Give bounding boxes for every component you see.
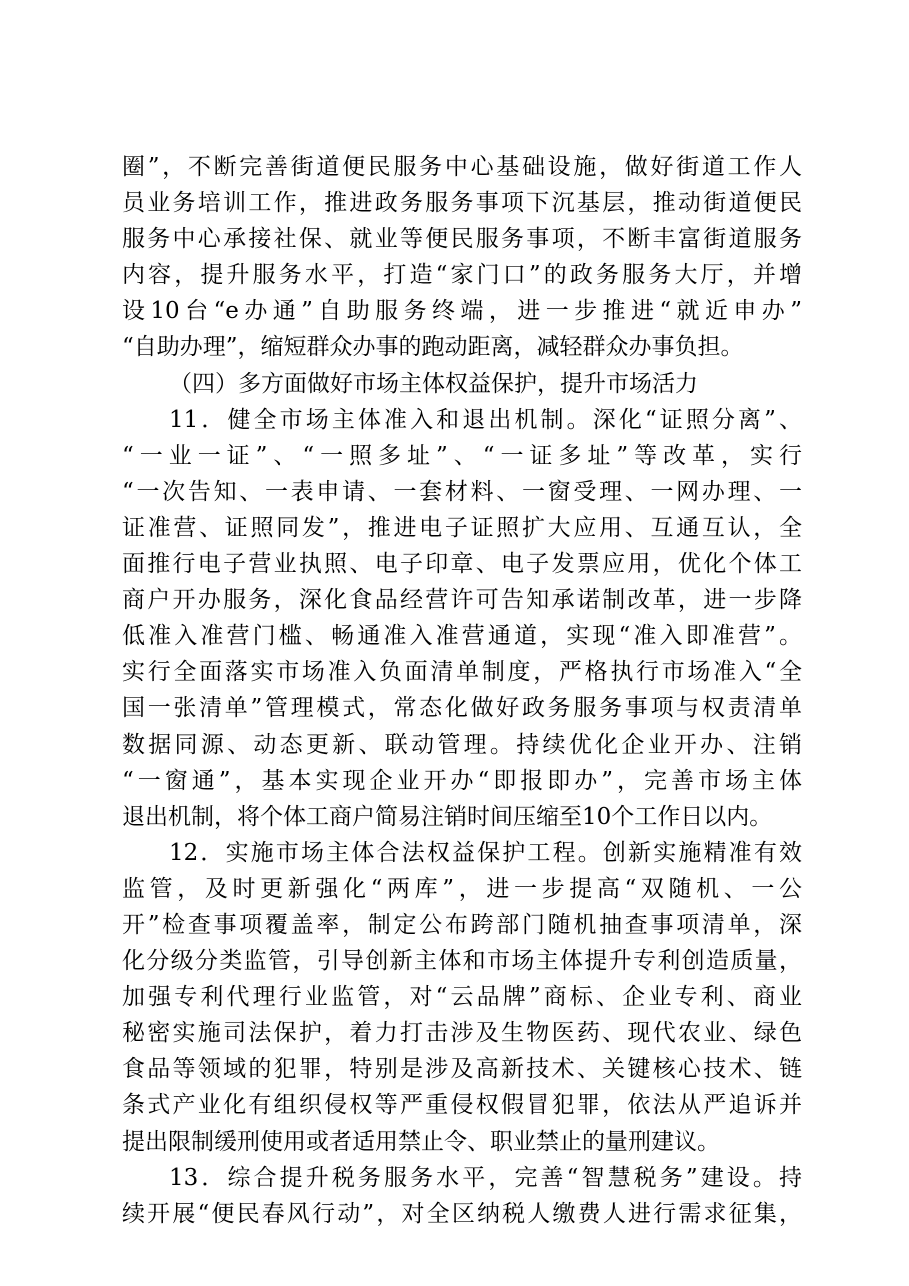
paragraph-start: 13．综合提升税务服务水平，完善“智慧税务”建设。持 xyxy=(169,1164,802,1191)
text-line: 续开展“便民春风行动”，对全区纳税人缴费人进行需求征集， xyxy=(122,1200,802,1227)
text-line: 面推行电子营业执照、电子印章、电子发票应用，优化个体工 xyxy=(122,551,802,578)
text-line: 数据同源、动态更新、联动管理。持续优化企业开办、注销 xyxy=(122,731,802,758)
text-line: 食品等领域的犯罪，特别是涉及高新技术、关键核心技术、链 xyxy=(122,1056,802,1083)
text-line: 监管，及时更新强化“两库”，进一步提高“双随机、一公 xyxy=(122,875,802,902)
text-line: “一业一证”、“一照多址”、“一证多址”等改革，实行 xyxy=(122,442,802,469)
body-text xyxy=(122,149,802,1232)
section-heading: （四）多方面做好市场主体权益保护，提升市场活力 xyxy=(169,370,698,397)
text-line: 实行全面落实市场准入负面清单制度，严格执行市场准入“全 xyxy=(122,659,802,686)
text-line: 低准入准营门槛、畅通准入准营通道，实现“准入即准营”。 xyxy=(122,623,802,650)
text-line: 国一张清单”管理模式，常态化做好政务服务事项与权责清单 xyxy=(122,695,802,722)
text-line: “一次告知、一表申请、一套材料、一窗受理、一网办理、一 xyxy=(122,478,802,505)
text-line: 服务中心承接社保、就业等便民服务事项，不断丰富街道服务 xyxy=(122,226,802,253)
paragraph-start: 12．实施市场主体合法权益保护工程。创新实施精准有效 xyxy=(169,839,802,866)
text-line: 提出限制缓刑使用或者适用禁止令、职业禁止的量刑建议。 xyxy=(122,1128,720,1155)
text-line: 秘密实施司法保护，着力打击涉及生物医药、现代农业、绿色 xyxy=(122,1020,802,1047)
text-line: 商户开办服务，深化食品经营许可告知承诺制改革，进一步降 xyxy=(122,587,802,614)
text-line: 内容，提升服务水平，打造“家门口”的政务服务大厅，并增 xyxy=(122,262,802,289)
text-line: 加强专利代理行业监管，对“云品牌”商标、企业专利、商业 xyxy=(122,984,802,1011)
paragraph-start: 11．健全市场主体准入和退出机制。深化“证照分离”、 xyxy=(169,406,802,433)
text-line: 化分级分类监管，引导创新主体和市场主体提升专利创造质量， xyxy=(122,948,802,975)
text-line: 员业务培训工作，推进政务服务事项下沉基层，推动街道便民 xyxy=(122,190,802,217)
text-line: 开”检查事项覆盖率，制定公布跨部门随机抽查事项清单，深 xyxy=(122,911,802,938)
text-line: “自助办理”，缩短群众办事的跑动距离，减轻群众办事负担。 xyxy=(122,334,744,361)
text-line: “一窗通”，基本实现企业开办“即报即办”，完善市场主体 xyxy=(122,767,802,794)
text-line: 证准营、证照同发”，推进电子证照扩大应用、互通互认，全 xyxy=(122,514,802,541)
text-line: 条式产业化有组织侵权等严重侵权假冒犯罪，依法从严追诉并 xyxy=(122,1092,802,1119)
text-line: 圈”，不断完善街道便民服务中心基础设施，做好街道工作人 xyxy=(122,154,802,180)
text-line: 设10台“e办通”自助服务终端，进一步推进“就近申办” xyxy=(122,298,802,325)
text-line: 退出机制，将个体工商户简易注销时间压缩至10个工作日以内。 xyxy=(122,803,773,830)
